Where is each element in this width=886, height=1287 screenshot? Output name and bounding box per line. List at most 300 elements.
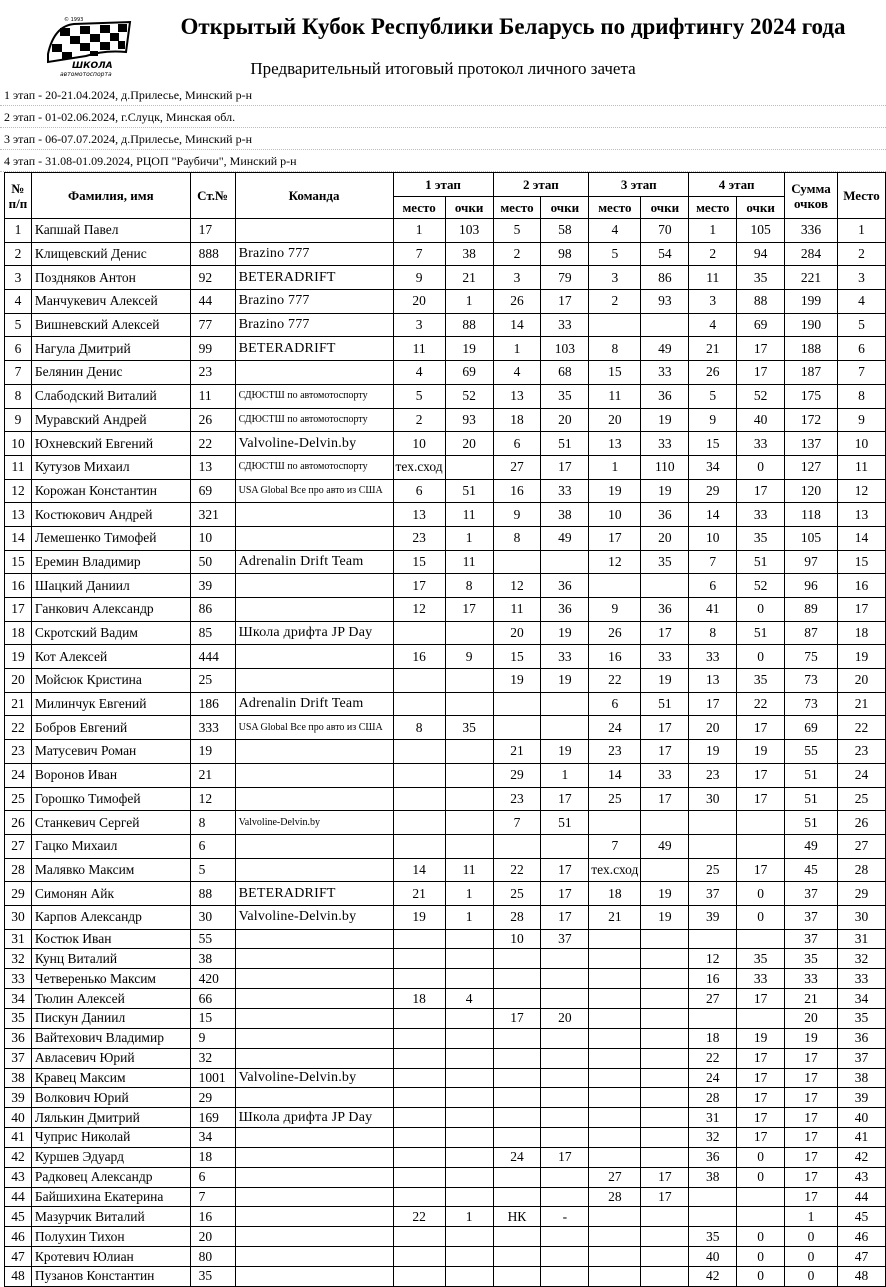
cell-s2-points: 20	[541, 408, 589, 432]
cell-team	[235, 834, 393, 858]
cell-s2-points: 20	[541, 1009, 589, 1029]
cell-name: Пискун Даниил	[31, 1009, 190, 1029]
cell-place: 7	[837, 361, 885, 385]
cell-team	[235, 929, 393, 949]
cell-place: 19	[837, 645, 885, 669]
cell-s4-place: 5	[689, 384, 737, 408]
cell-place: 6	[837, 337, 885, 361]
cell-team: Adrenalin Drift Team	[235, 550, 393, 574]
cell-s1-place: 15	[393, 550, 445, 574]
cell-s3-points	[641, 949, 689, 969]
cell-s1-place	[393, 949, 445, 969]
cell-sum: 37	[785, 929, 838, 949]
cell-num: 29	[5, 882, 32, 906]
table-row	[5, 858, 886, 882]
cell-s3-place: 18	[589, 882, 641, 906]
cell-s3-points: 19	[641, 669, 689, 693]
subheader-place: место	[689, 197, 737, 219]
cell-startnum: 77	[190, 313, 235, 337]
cell-s2-place: НК	[493, 1207, 541, 1227]
cell-startnum: 8	[190, 811, 235, 835]
cell-s4-place: 19	[689, 740, 737, 764]
cell-num: 18	[5, 621, 32, 645]
cell-s1-place	[393, 929, 445, 949]
cell-s3-points	[641, 1088, 689, 1108]
cell-s4-points: 52	[737, 574, 785, 598]
cell-sum: 284	[785, 242, 838, 266]
cell-s4-place: 39	[689, 905, 737, 929]
cell-s1-place: 22	[393, 1207, 445, 1227]
cell-startnum: 29	[190, 1088, 235, 1108]
cell-s1-place: 18	[393, 989, 445, 1009]
cell-s4-place: 20	[689, 716, 737, 740]
cell-s3-points: 17	[641, 787, 689, 811]
cell-num: 32	[5, 949, 32, 969]
cell-startnum: 92	[190, 266, 235, 290]
stage-info-1: 1 этап - 20-21.04.2024, д.Прилесье, Минский р-н	[0, 84, 886, 106]
cell-place: 16	[837, 574, 885, 598]
cell-s3-points: 36	[641, 384, 689, 408]
cell-s4-place	[689, 929, 737, 949]
document-header	[0, 0, 886, 84]
page-title: Открытый Кубок Республики Беларусь по дрифтингу 2024 года	[180, 14, 846, 39]
cell-s4-points: 35	[737, 526, 785, 550]
cell-s2-points: 35	[541, 384, 589, 408]
cell-s1-place	[393, 621, 445, 645]
cell-startnum: 26	[190, 408, 235, 432]
cell-s3-place: 26	[589, 621, 641, 645]
cell-s3-place	[589, 929, 641, 949]
cell-s4-points: 52	[737, 384, 785, 408]
cell-name: Матусевич Роман	[31, 740, 190, 764]
cell-place: 15	[837, 550, 885, 574]
cell-s3-place: 20	[589, 408, 641, 432]
table-row	[5, 290, 886, 314]
cell-s2-place	[493, 1227, 541, 1247]
cell-s3-place: 9	[589, 598, 641, 622]
cell-s3-points	[641, 574, 689, 598]
cell-startnum: 23	[190, 361, 235, 385]
cell-team	[235, 361, 393, 385]
cell-sum: 97	[785, 550, 838, 574]
cell-place: 42	[837, 1147, 885, 1167]
cell-s3-points: 17	[641, 740, 689, 764]
cell-s4-points: 17	[737, 989, 785, 1009]
cell-sum: 17	[785, 1167, 838, 1187]
cell-place: 9	[837, 408, 885, 432]
cell-s3-points: 49	[641, 834, 689, 858]
cell-startnum: 50	[190, 550, 235, 574]
cell-team	[235, 1266, 393, 1286]
cell-startnum: 86	[190, 598, 235, 622]
cell-team: Brazino 777	[235, 313, 393, 337]
cell-name: Поздняков Антон	[31, 266, 190, 290]
cell-s1-points: 38	[445, 242, 493, 266]
cell-num: 22	[5, 716, 32, 740]
cell-num: 43	[5, 1167, 32, 1187]
cell-place: 48	[837, 1266, 885, 1286]
cell-s2-place: 6	[493, 432, 541, 456]
cell-sum: 89	[785, 598, 838, 622]
cell-s4-points: 33	[737, 503, 785, 527]
cell-name: Чуприс Николай	[31, 1128, 190, 1148]
cell-s1-points	[445, 1028, 493, 1048]
cell-s4-place: 29	[689, 479, 737, 503]
cell-s4-points	[737, 1009, 785, 1029]
cell-s3-place: 24	[589, 716, 641, 740]
cell-team: BETERADRIFT	[235, 337, 393, 361]
header-place: Место	[837, 173, 885, 219]
cell-s4-place: 12	[689, 949, 737, 969]
cell-s3-place: 21	[589, 905, 641, 929]
cell-place: 22	[837, 716, 885, 740]
cell-startnum: 20	[190, 1227, 235, 1247]
cell-sum: 73	[785, 669, 838, 693]
cell-s1-points	[445, 621, 493, 645]
cell-name: Кунц Виталий	[31, 949, 190, 969]
cell-s1-points: 4	[445, 989, 493, 1009]
cell-team	[235, 1048, 393, 1068]
cell-s2-points: 103	[541, 337, 589, 361]
header-team: Команда	[235, 173, 393, 219]
cell-s2-place	[493, 1187, 541, 1207]
cell-startnum: 21	[190, 763, 235, 787]
table-row	[5, 949, 886, 969]
cell-num: 34	[5, 989, 32, 1009]
cell-s3-points	[641, 811, 689, 835]
cell-name: Милинчук Евгений	[31, 692, 190, 716]
cell-s2-points	[541, 969, 589, 989]
cell-s3-place	[589, 1266, 641, 1286]
cell-startnum: 11	[190, 384, 235, 408]
cell-s4-place: 11	[689, 266, 737, 290]
cell-s1-place	[393, 1227, 445, 1247]
cell-s4-place: 37	[689, 882, 737, 906]
cell-team: Valvoline-Delvin.by	[235, 905, 393, 929]
cell-place: 40	[837, 1108, 885, 1128]
cell-name: Малявко Максим	[31, 858, 190, 882]
cell-name: Горошко Тимофей	[31, 787, 190, 811]
cell-s4-points: 0	[737, 598, 785, 622]
cell-s2-points	[541, 1167, 589, 1187]
cell-startnum: 186	[190, 692, 235, 716]
cell-place: 18	[837, 621, 885, 645]
cell-s1-points: 51	[445, 479, 493, 503]
cell-s1-points	[445, 1128, 493, 1148]
cell-s1-points: 8	[445, 574, 493, 598]
cell-s4-points: 0	[737, 882, 785, 906]
cell-num: 2	[5, 242, 32, 266]
cell-s2-place	[493, 834, 541, 858]
table-row	[5, 882, 886, 906]
cell-num: 6	[5, 337, 32, 361]
table-row	[5, 1068, 886, 1088]
cell-num: 48	[5, 1266, 32, 1286]
cell-sum: 17	[785, 1088, 838, 1108]
cell-s2-place: 1	[493, 337, 541, 361]
cell-name: Слабодский Виталий	[31, 384, 190, 408]
cell-s4-place: 18	[689, 1028, 737, 1048]
cell-s2-points	[541, 1088, 589, 1108]
cell-team	[235, 645, 393, 669]
cell-s3-points: 36	[641, 598, 689, 622]
cell-team	[235, 1147, 393, 1167]
cell-sum: 19	[785, 1028, 838, 1048]
cell-s4-place: 22	[689, 1048, 737, 1068]
table-row	[5, 1009, 886, 1029]
cell-s2-place	[493, 1247, 541, 1267]
cell-startnum: 66	[190, 989, 235, 1009]
cell-team: BETERADRIFT	[235, 266, 393, 290]
cell-s3-points	[641, 1128, 689, 1148]
cell-s3-points	[641, 1048, 689, 1068]
cell-s4-points: 51	[737, 550, 785, 574]
subheader-points: очки	[445, 197, 493, 219]
cell-num: 19	[5, 645, 32, 669]
cell-s1-place: 5	[393, 384, 445, 408]
cell-s1-place	[393, 763, 445, 787]
cell-s2-points	[541, 1028, 589, 1048]
cell-s1-points: 11	[445, 858, 493, 882]
table-row	[5, 313, 886, 337]
table-row	[5, 929, 886, 949]
cell-s1-points	[445, 1048, 493, 1068]
cell-s3-place	[589, 949, 641, 969]
results-table	[4, 172, 886, 1287]
cell-startnum: 34	[190, 1128, 235, 1148]
cell-s2-place	[493, 1028, 541, 1048]
cell-s4-place: 10	[689, 526, 737, 550]
cell-num: 14	[5, 526, 32, 550]
stage-info-2: 2 этап - 01-02.06.2024, г.Слуцк, Минская обл.	[0, 106, 886, 128]
cell-s3-place: 16	[589, 645, 641, 669]
cell-sum: 21	[785, 989, 838, 1009]
cell-s1-points: 69	[445, 361, 493, 385]
cell-team	[235, 219, 393, 243]
cell-s2-points: 79	[541, 266, 589, 290]
cell-num: 1	[5, 219, 32, 243]
cell-s3-points: 33	[641, 432, 689, 456]
cell-s1-points	[445, 787, 493, 811]
cell-s1-place: 2	[393, 408, 445, 432]
cell-s4-points: 17	[737, 1048, 785, 1068]
cell-s1-place: 8	[393, 716, 445, 740]
table-row	[5, 408, 886, 432]
cell-s4-place: 13	[689, 669, 737, 693]
cell-team	[235, 1088, 393, 1108]
cell-s3-place	[589, 574, 641, 598]
cell-s3-place: 1	[589, 455, 641, 479]
cell-s3-points: 70	[641, 219, 689, 243]
cell-s2-points: 17	[541, 290, 589, 314]
cell-startnum: 99	[190, 337, 235, 361]
table-row	[5, 337, 886, 361]
cell-s4-place: 40	[689, 1247, 737, 1267]
cell-sum: 33	[785, 969, 838, 989]
cell-s1-place: тех.сход	[393, 455, 445, 479]
cell-sum: 45	[785, 858, 838, 882]
cell-team	[235, 1128, 393, 1148]
cell-s3-place: 7	[589, 834, 641, 858]
cell-num: 27	[5, 834, 32, 858]
cell-sum: 49	[785, 834, 838, 858]
cell-sum: 87	[785, 621, 838, 645]
cell-name: Скротский Вадим	[31, 621, 190, 645]
cell-num: 35	[5, 1009, 32, 1029]
cell-team	[235, 526, 393, 550]
cell-s3-points: 33	[641, 645, 689, 669]
cell-sum: 221	[785, 266, 838, 290]
cell-s3-points: 19	[641, 905, 689, 929]
cell-num: 16	[5, 574, 32, 598]
svg-text:ШКОЛА: ШКОЛА	[72, 61, 113, 71]
cell-s4-points: 17	[737, 479, 785, 503]
stage-info-3: 3 этап - 06-07.07.2024, д.Прилесье, Минский р-н	[0, 128, 886, 150]
cell-s4-points: 17	[737, 1108, 785, 1128]
cell-place: 31	[837, 929, 885, 949]
cell-s2-place: 26	[493, 290, 541, 314]
cell-s3-place: 2	[589, 290, 641, 314]
cell-s3-points: 17	[641, 716, 689, 740]
cell-team	[235, 503, 393, 527]
cell-s2-place	[493, 1048, 541, 1068]
table-row	[5, 834, 886, 858]
cell-s1-points	[445, 1068, 493, 1088]
cell-s1-place: 4	[393, 361, 445, 385]
cell-num: 41	[5, 1128, 32, 1148]
cell-s1-points	[445, 834, 493, 858]
cell-s1-points	[445, 692, 493, 716]
cell-place: 26	[837, 811, 885, 835]
cell-s2-points: 33	[541, 645, 589, 669]
cell-s3-points	[641, 858, 689, 882]
cell-num: 8	[5, 384, 32, 408]
cell-team	[235, 1227, 393, 1247]
cell-s1-points	[445, 969, 493, 989]
cell-s3-points	[641, 1207, 689, 1227]
cell-s3-points	[641, 1028, 689, 1048]
table-row	[5, 526, 886, 550]
cell-s1-place: 3	[393, 313, 445, 337]
cell-num: 12	[5, 479, 32, 503]
cell-s1-points: 19	[445, 337, 493, 361]
cell-s3-points	[641, 969, 689, 989]
cell-s3-place: 11	[589, 384, 641, 408]
cell-s1-place	[393, 740, 445, 764]
cell-s4-place: 6	[689, 574, 737, 598]
cell-s4-place: 33	[689, 645, 737, 669]
cell-startnum: 69	[190, 479, 235, 503]
cell-s3-points	[641, 313, 689, 337]
cell-s4-points	[737, 811, 785, 835]
cell-s3-place: 12	[589, 550, 641, 574]
cell-team	[235, 858, 393, 882]
cell-s4-points: 88	[737, 290, 785, 314]
cell-s3-place: тех.сход	[589, 858, 641, 882]
cell-team	[235, 1028, 393, 1048]
cell-team	[235, 1009, 393, 1029]
cell-s3-points: 36	[641, 503, 689, 527]
cell-s2-points: 19	[541, 621, 589, 645]
cell-sum: 336	[785, 219, 838, 243]
cell-num: 46	[5, 1227, 32, 1247]
cell-s4-place: 32	[689, 1128, 737, 1148]
cell-team: Valvoline-Delvin.by	[235, 811, 393, 835]
cell-startnum: 6	[190, 1167, 235, 1187]
cell-s4-points: 33	[737, 432, 785, 456]
cell-s2-points: 17	[541, 882, 589, 906]
subheader-points: очки	[541, 197, 589, 219]
cell-s2-points	[541, 716, 589, 740]
cell-num: 40	[5, 1108, 32, 1128]
svg-text:© 1993: © 1993	[64, 17, 84, 23]
table-row	[5, 219, 886, 243]
cell-s2-points: 17	[541, 455, 589, 479]
cell-s1-points: 1	[445, 526, 493, 550]
cell-place: 45	[837, 1207, 885, 1227]
header-num: № п/п	[5, 173, 32, 219]
cell-s3-place: 6	[589, 692, 641, 716]
cell-num: 4	[5, 290, 32, 314]
cell-s1-points	[445, 929, 493, 949]
table-row	[5, 645, 886, 669]
cell-startnum: 39	[190, 574, 235, 598]
cell-s3-place	[589, 1247, 641, 1267]
cell-s2-points	[541, 1187, 589, 1207]
subheader-place: место	[393, 197, 445, 219]
cell-s3-points: 86	[641, 266, 689, 290]
cell-place: 5	[837, 313, 885, 337]
cell-s1-points: 1	[445, 290, 493, 314]
header-stage4: 4 этап	[689, 173, 785, 197]
cell-s1-place	[393, 1128, 445, 1148]
cell-s1-place	[393, 1247, 445, 1267]
cell-s1-points	[445, 811, 493, 835]
cell-s3-place: 5	[589, 242, 641, 266]
cell-name: Гацко Михаил	[31, 834, 190, 858]
cell-s3-place: 22	[589, 669, 641, 693]
cell-sum: 175	[785, 384, 838, 408]
cell-s1-place	[393, 811, 445, 835]
cell-s3-place: 23	[589, 740, 641, 764]
cell-sum: 105	[785, 526, 838, 550]
cell-s3-place: 19	[589, 479, 641, 503]
cell-sum: 0	[785, 1227, 838, 1247]
cell-s4-place: 21	[689, 337, 737, 361]
cell-num: 28	[5, 858, 32, 882]
cell-s1-place: 14	[393, 858, 445, 882]
cell-s2-points	[541, 550, 589, 574]
cell-name: Манчукевич Алексей	[31, 290, 190, 314]
cell-s1-place: 12	[393, 598, 445, 622]
cell-s3-points	[641, 1147, 689, 1167]
table-row	[5, 574, 886, 598]
cell-startnum: 19	[190, 740, 235, 764]
cell-place: 11	[837, 455, 885, 479]
cell-num: 7	[5, 361, 32, 385]
cell-s2-points: 17	[541, 1147, 589, 1167]
cell-s1-points: 17	[445, 598, 493, 622]
cell-sum: 172	[785, 408, 838, 432]
table-row	[5, 716, 886, 740]
cell-place: 14	[837, 526, 885, 550]
cell-s3-points: 49	[641, 337, 689, 361]
cell-name: Клищевский Денис	[31, 242, 190, 266]
cell-startnum: 18	[190, 1147, 235, 1167]
cell-s1-place: 21	[393, 882, 445, 906]
cell-s1-points: 20	[445, 432, 493, 456]
cell-s4-points: 94	[737, 242, 785, 266]
